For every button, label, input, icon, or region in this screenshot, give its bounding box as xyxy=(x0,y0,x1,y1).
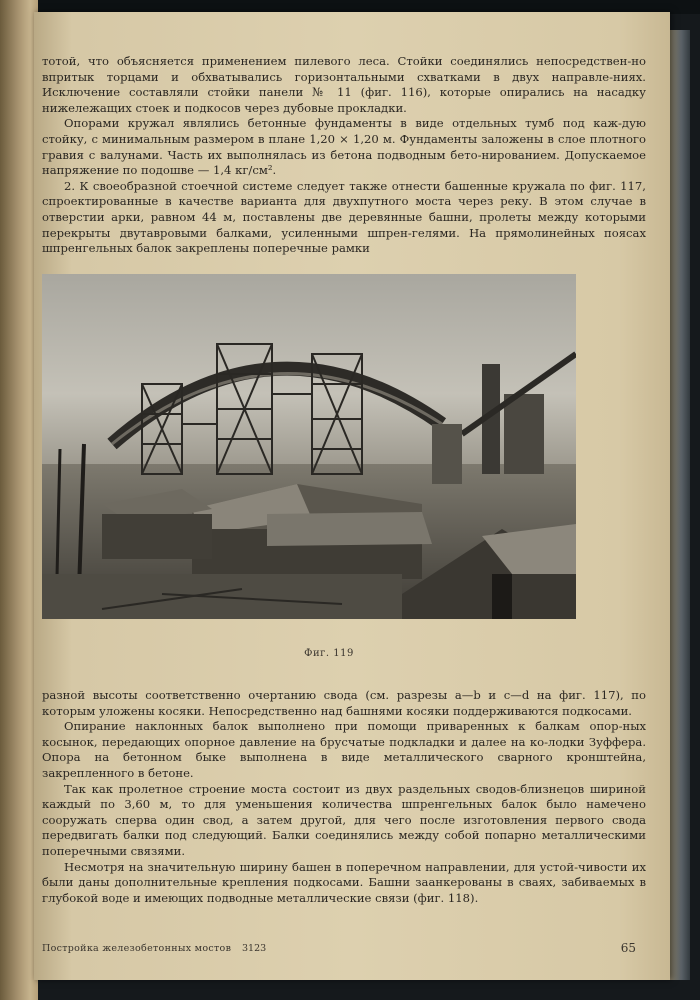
book-edge xyxy=(668,30,690,980)
bridge-photo xyxy=(42,274,576,619)
paragraph: разной высоты соответственно очертанию свода (см. разрезы а—b и с—d на фиг. 117), по которым уложены косяки. Непосредственно над башнями косяки поддерживаются подкосами. xyxy=(42,688,646,718)
paragraph: 2. К своеобразной стоечной системе следует также отнести башенные кружала по фиг. 117, спроектированные в качестве варианта для двухпутного моста через реку. В этом случае в отверстии арки, равном 44 м, поставлены две деревянные башни, пролеты между которыми перекрыты двутавровыми балками, усиленными шпрен-гелями. На прямолинейных поясах шпренгельных балок закреплены поперечные рамки xyxy=(42,178,646,256)
paragraph: Несмотря на значительную ширину башен в поперечном направлении, для устой-чивости их были даны дополнительные крепления подкосами. Башни заанкерованы в сваях, забиваемых в глубокой воде и имеющих подводные металлические связи (фиг. 118). xyxy=(42,859,646,905)
book-spine xyxy=(0,0,38,1000)
text-block-top xyxy=(42,54,646,257)
paragraph: тотой, что объясняется применением пилевого леса. Стойки соединялись непосредствен-но впритык торцами и обхватывались горизонтальными схватками в двух направле-ниях. Исключение составляли стойки панели № 11 (фиг. 116), которые опирались на насадку нижележащих стоек и подкосов через дубовые прокладки. xyxy=(42,54,646,115)
paragraph: Так как пролетное строение моста состоит из двух раздельных сводов-близнецов шириной каждый по 3,60 м, то для уменьшения количества шпренгельных балок было намечено сооружать сперва один свод, а затем другой, для чего после изготовления первого свода передвигать балки под следующий. Балки соединялись между собой попарно металлическими поперечными связями. xyxy=(42,781,646,858)
book-page xyxy=(34,12,670,980)
footer-code: 3123 xyxy=(242,943,267,954)
figure-caption: Фиг. 119 xyxy=(304,648,354,659)
page-number: 65 xyxy=(620,941,636,955)
text-block-bottom xyxy=(42,688,646,906)
page-footer xyxy=(42,943,646,959)
paragraph: Опирание наклонных балок выполнено при помощи приваренных к балкам опор-ных косынок, передающих опорное давление на брусчатые подкладки и далее на ко-лодки Зуффера. Опора на бетонном быке выполнена в виде металлического сварного кронштейна, закрепленного в бетоне. xyxy=(42,719,646,780)
paragraph: Опорами кружал являлись бетонные фундаменты в виде отдельных тумб под каж-дую стойку, с минимальным размером в плане 1,20 × 1,20 м. Фундаменты заложены в слое плотного гравия с валунами. Часть их выполнялась из бетона подводным бето-нированием. Допускаемое напряжение по подошве — 1,4 кг/см². xyxy=(42,116,646,178)
footer-title: Постройка железобетонных мостов xyxy=(42,943,232,954)
